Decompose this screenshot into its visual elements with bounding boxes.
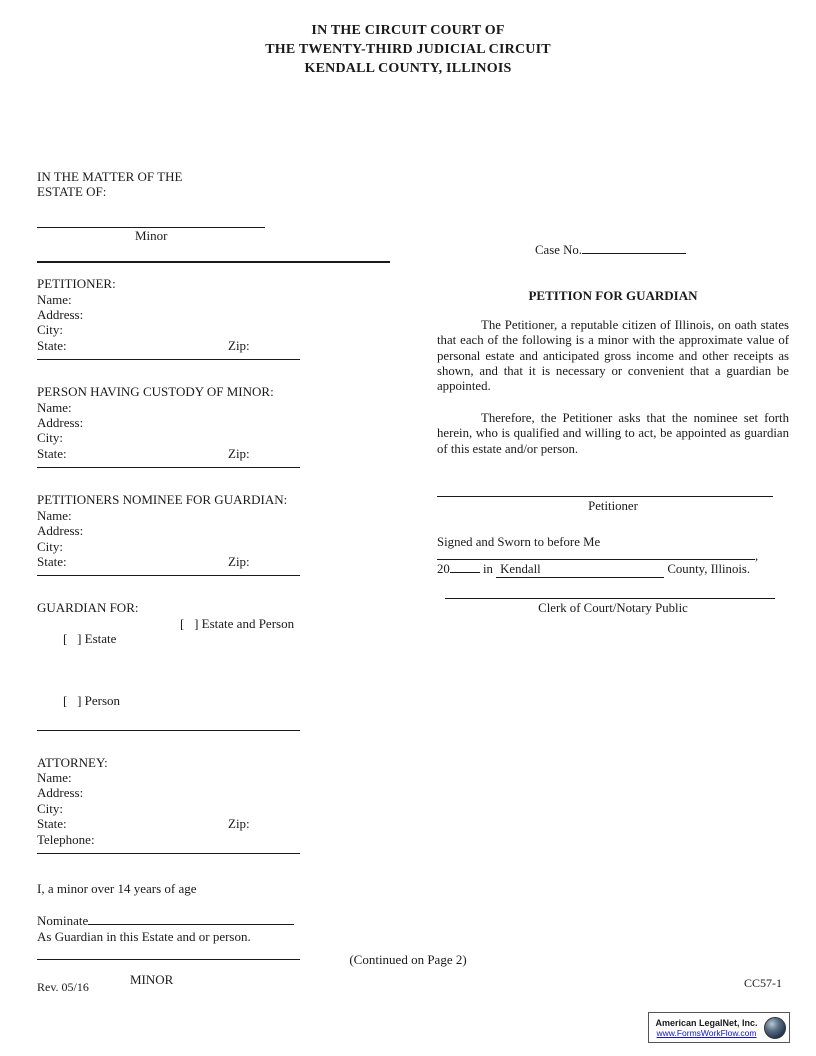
guardian-checkbox-row-2	[37, 677, 300, 723]
custody-state-label: State:	[37, 445, 67, 461]
sworn-comma: ,	[755, 548, 759, 563]
legalnet-company: American LegalNet, Inc.	[655, 1017, 758, 1028]
attorney-name-label: Name:	[37, 769, 72, 785]
year-blank-line	[450, 562, 480, 573]
petitioner-signature-label: Petitioner	[588, 499, 638, 514]
guardian-for-section-rule	[37, 730, 300, 731]
petitioner-heading: PETITIONER:	[37, 276, 116, 292]
header-line-3: KENDALL COUNTY, ILLINOIS	[304, 61, 512, 76]
nominate-row	[37, 913, 300, 928]
county-value: Kendall	[500, 561, 541, 576]
guardian-for-heading: GUARDIAN FOR:	[37, 600, 139, 616]
petition-paragraph-1: The Petitioner, a reputable citizen of Illinois, on oath states that each of the following is a minor with the approximate value of personal estate and anticipated gross income and other receipts as shown, and that it is necessary or convenient that a guardian be appointed.	[437, 317, 789, 394]
attorney-address-label: Address:	[37, 785, 84, 801]
petitioner-city-label: City:	[37, 322, 64, 338]
petitioner-signature-line	[437, 496, 773, 497]
as-guardian-text: As Guardian in this Estate and or person.	[37, 928, 251, 944]
guardian-for-section	[37, 600, 300, 730]
attorney-heading: ATTORNEY:	[37, 754, 108, 770]
year-prefix: 20	[437, 561, 450, 576]
petitioner-state-label: State:	[37, 337, 67, 353]
sworn-blank-line	[437, 552, 755, 560]
nominee-state-label: State:	[37, 553, 67, 569]
checkbox-estate-and-person: [ ] Estate and Person	[180, 615, 295, 631]
petitioner-name-label: Name:	[37, 291, 72, 307]
checkbox-person: [ ] Person	[63, 692, 121, 708]
nominee-section	[37, 492, 300, 576]
custody-heading: PERSON HAVING CUSTODY OF MINOR:	[37, 384, 274, 400]
minor-signature-label: MINOR	[130, 972, 174, 988]
nominee-name-label: Name:	[37, 507, 72, 523]
caption-divider-rule	[37, 261, 390, 263]
case-no-blank-line	[582, 243, 686, 254]
minor-nomination-intro: I, a minor over 14 years of age	[37, 881, 197, 896]
petition-title: PETITION FOR GUARDIAN	[528, 288, 698, 304]
attorney-city-label: City:	[37, 800, 64, 816]
petitioner-state-zip-row	[37, 338, 300, 353]
checkbox-estate: [ ] Estate	[63, 631, 117, 647]
date-county-row	[437, 562, 789, 578]
revision-label: Rev. 05/16	[37, 980, 89, 994]
continued-note: (Continued on Page 2)	[349, 952, 467, 967]
sworn-text: Signed and Sworn to before Me	[437, 535, 601, 550]
nominee-city-label: City:	[37, 538, 64, 554]
legalnet-url-link[interactable]: www.FormsWorkFlow.com	[656, 1027, 757, 1038]
petition-paragraph-2: Therefore, the Petitioner asks that the nominee set forth herein, who is qualified and willing to act, be appointed as guardian of this estate and/or person.	[437, 410, 789, 456]
globe-logo-icon	[764, 1017, 786, 1039]
custody-address-label: Address:	[37, 415, 84, 431]
sworn-blank-row	[437, 549, 789, 562]
petitioner-zip-label: Zip:	[228, 337, 250, 353]
nominate-label: Nominate	[37, 913, 89, 929]
legalnet-stamp	[648, 1012, 790, 1043]
custody-zip-label: Zip:	[228, 445, 250, 461]
petitioner-section-rule	[37, 359, 300, 360]
nominee-section-rule	[37, 575, 300, 576]
petitioner-section	[37, 276, 300, 360]
nominee-address-label: Address:	[37, 523, 84, 539]
clerk-signature-line	[445, 598, 775, 599]
form-number: CC57-1	[744, 976, 783, 990]
custody-city-label: City:	[37, 430, 64, 446]
case-number-row	[535, 243, 789, 258]
right-column	[437, 243, 789, 617]
custody-state-zip-row	[37, 446, 300, 461]
custody-section-rule	[37, 467, 300, 468]
attorney-state-label: State:	[37, 816, 67, 832]
in-word: in	[483, 561, 493, 576]
left-column	[37, 169, 300, 988]
nominee-zip-label: Zip:	[228, 553, 250, 569]
guardian-checkbox-row-1	[37, 616, 300, 678]
attorney-zip-label: Zip:	[228, 816, 250, 832]
nominee-state-zip-row	[37, 554, 300, 569]
case-no-label: Case No.	[535, 243, 582, 257]
court-header	[0, 21, 816, 78]
petitioner-address-label: Address:	[37, 307, 84, 323]
county-field	[496, 562, 664, 578]
nominee-heading: PETITIONERS NOMINEE FOR GUARDIAN:	[37, 492, 288, 508]
header-line-1: IN THE CIRCUIT COURT OF	[311, 23, 505, 38]
attorney-state-zip-row	[37, 816, 300, 831]
minor-caption-label: Minor	[135, 227, 168, 243]
attorney-section-rule	[37, 853, 300, 854]
legalnet-text-block	[652, 1018, 761, 1038]
county-suffix: County, Illinois.	[667, 561, 751, 576]
custody-section	[37, 384, 300, 468]
matter-line-2: ESTATE OF:	[37, 184, 107, 200]
attorney-telephone-label: Telephone:	[37, 831, 95, 847]
clerk-label: Clerk of Court/Notary Public	[538, 601, 688, 616]
nominate-blank-line	[88, 914, 294, 925]
header-line-2: THE TWENTY-THIRD JUDICIAL CIRCUIT	[265, 42, 551, 57]
custody-name-label: Name:	[37, 399, 72, 415]
attorney-section	[37, 755, 300, 854]
matter-line-1: IN THE MATTER OF THE	[37, 169, 183, 184]
